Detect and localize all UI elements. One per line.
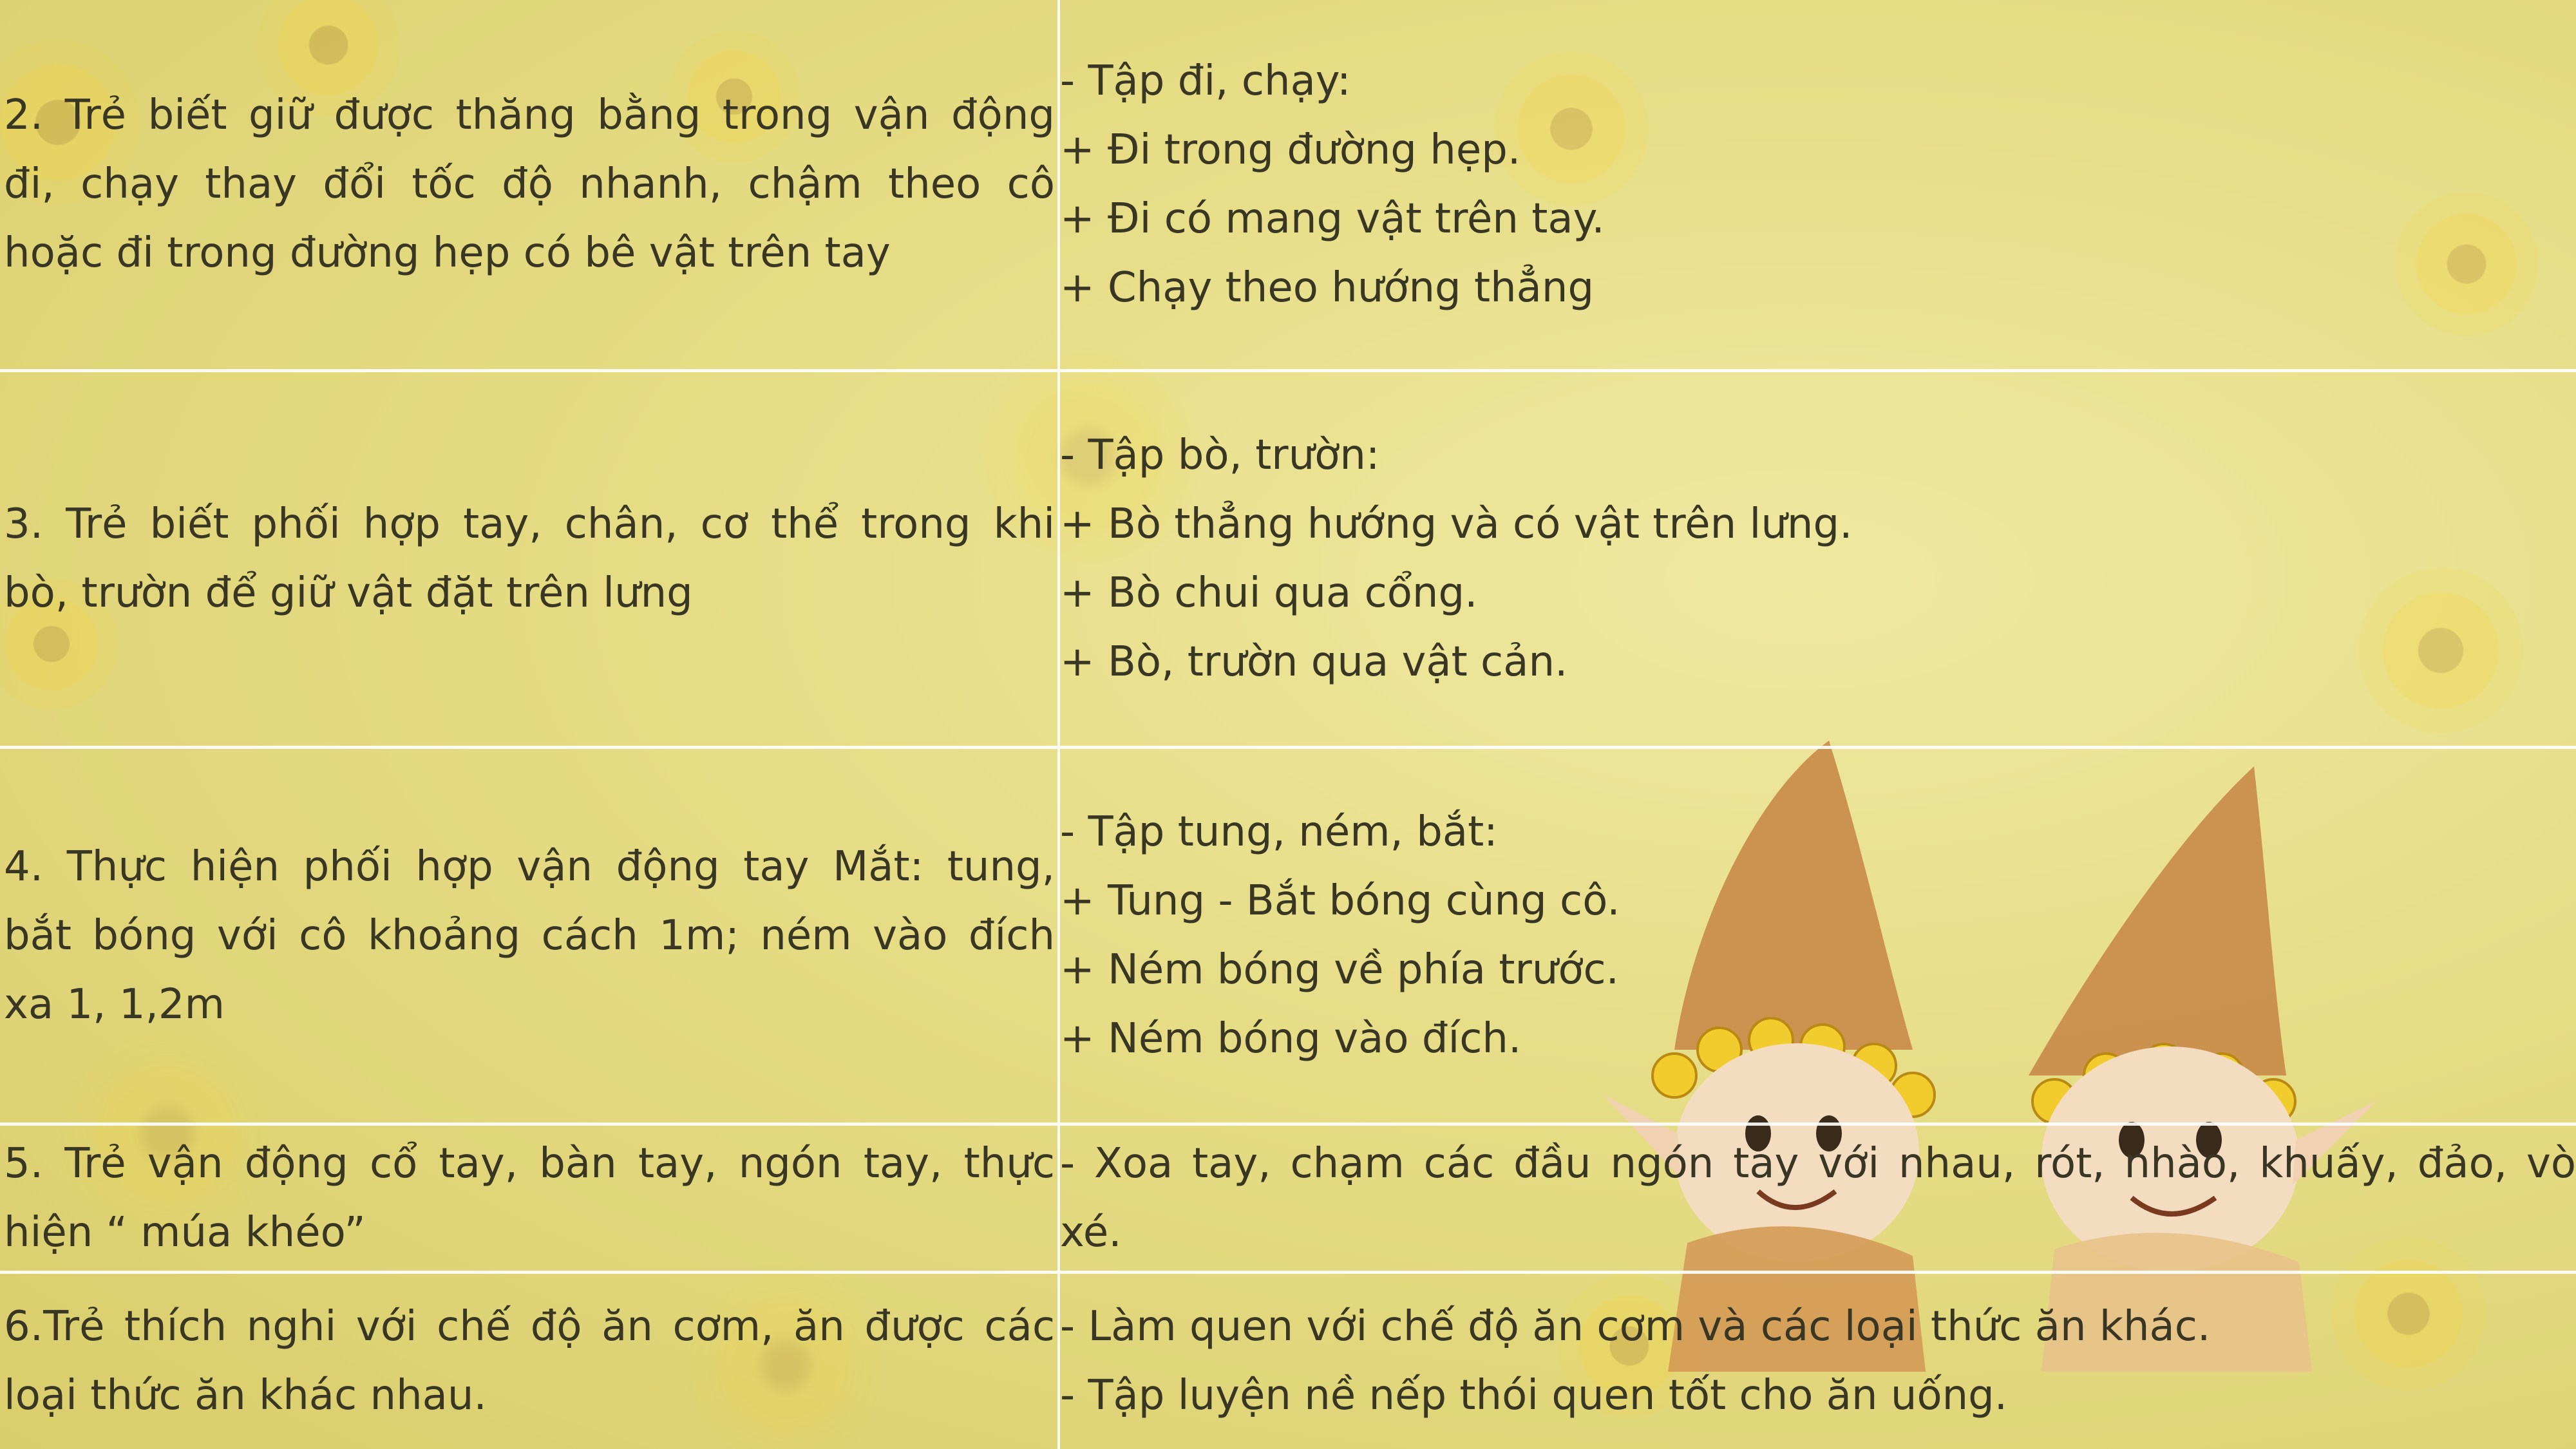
table-cell-text: + Bò thẳng hướng và có vật trên lưng. <box>1060 500 1853 548</box>
table-cell-text: + Ném bóng về phía trước. <box>1060 946 1619 994</box>
table-cell-activity <box>1060 372 2576 749</box>
table-cell-text: + Đi trong đường hẹp. <box>1060 126 1521 174</box>
table-cell-text: 3. Trẻ biết phối hợp tay, chân, cơ thể trong khi <box>4 500 1055 548</box>
table-cell-text: + Tung - Bắt bóng cùng cô. <box>1060 877 1620 925</box>
table-cell-text: - Tập tung, ném, bắt: <box>1060 808 1498 856</box>
table-cell-text: bắt bóng với cô khoảng cách 1m; ném vào đích <box>4 911 1055 960</box>
table-cell-text: 6.Trẻ thích nghi với chế độ ăn cơm, ăn được các <box>4 1303 1055 1350</box>
table-cell-activity <box>1060 0 2576 372</box>
table-cell-goal <box>0 749 1060 1126</box>
table-cell-text: - Xoa tay, chạm các đầu ngón tay với nhau, rót, nhào, khuấy, đảo, vò <box>1060 1139 2576 1188</box>
table-cell-text: xa 1, 1,2m <box>4 980 225 1028</box>
table-cell-text: + Bò, trườn qua vật cản. <box>1060 638 1568 686</box>
table-cell-activity <box>1060 1126 2576 1274</box>
table-cell-text: - Tập bò, trườn: <box>1060 431 1380 479</box>
table-cell-text: - Làm quen với chế độ ăn cơm và các loại thức ăn khác. <box>1060 1303 2211 1350</box>
table-cell-text: 2. Trẻ biết giữ được thăng bằng trong vận động <box>4 91 1055 139</box>
table-cell-goal <box>0 372 1060 749</box>
table-cell-text: hiện “ múa khéo” <box>4 1208 366 1256</box>
table-cell-text: - Tập đi, chạy: <box>1060 57 1351 105</box>
table-cell-text: + Chạy theo hướng thẳng <box>1060 263 1595 312</box>
table-cell-text: bò, trườn để giữ vật đặt trên lưng <box>4 569 693 617</box>
table-cell-text: + Ném bóng vào đích. <box>1060 1015 1522 1063</box>
table-cell-activity <box>1060 749 2576 1126</box>
table-cell-goal <box>0 1126 1060 1274</box>
table-cell-text: + Bò chui qua cổng. <box>1060 569 1478 617</box>
table-cell-goal <box>0 0 1060 372</box>
table-cell-text: - Tập luyện nề nếp thói quen tốt cho ăn uống. <box>1060 1372 2008 1419</box>
table-cell-text: loại thức ăn khác nhau. <box>4 1372 487 1419</box>
table-cell-text: 4. Thực hiện phối hợp vận động tay Mắt: tung, <box>4 842 1055 891</box>
table-cell-activity <box>1060 1274 2576 1449</box>
table-cell-text: đi, chạy thay đổi tốc độ nhanh, chậm theo cô <box>4 160 1055 208</box>
table-cell-text: 5. Trẻ vận động cổ tay, bàn tay, ngón tay, thực <box>4 1139 1055 1188</box>
table-cell-goal <box>0 1274 1060 1449</box>
table-cell-text: hoặc đi trong đường hẹp có bê vật trên tay <box>4 229 891 277</box>
table-cell-text: + Đi có mang vật trên tay. <box>1060 194 1605 243</box>
table-cell-text: xé. <box>1060 1208 1122 1256</box>
